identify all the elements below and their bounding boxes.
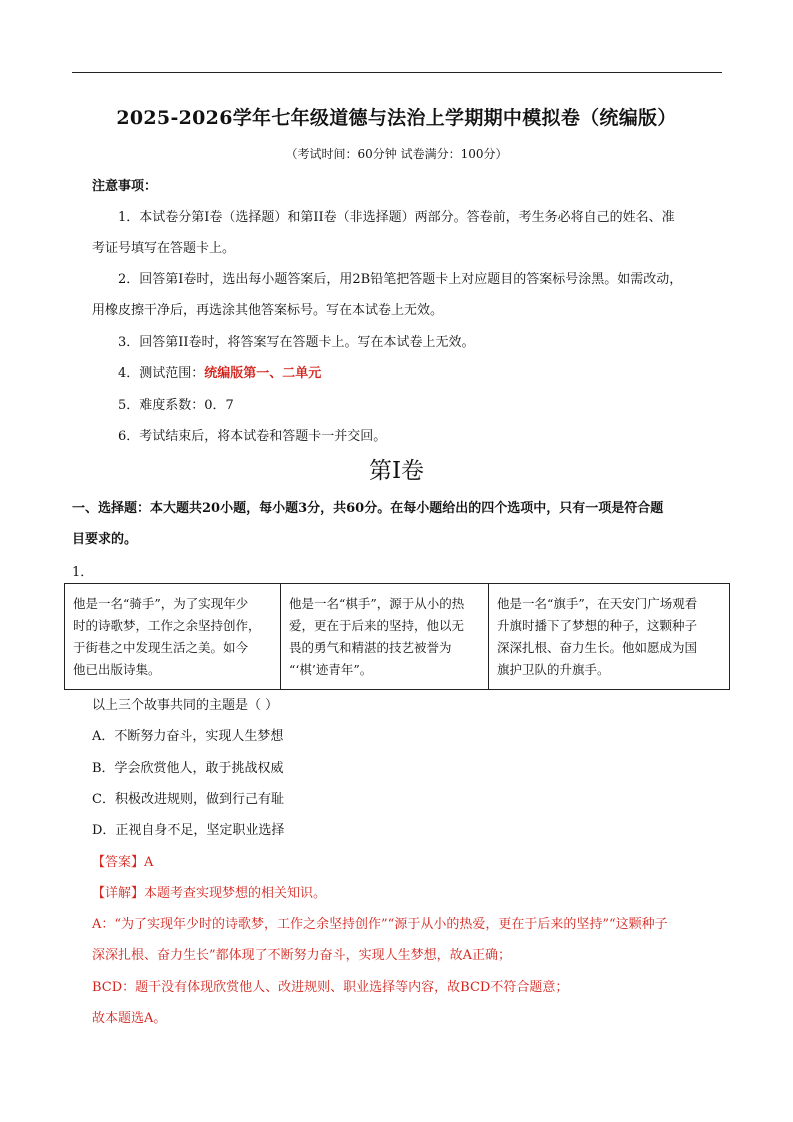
option-d: D．正视自身不足，坚定职业选择 — [92, 823, 285, 838]
story-line: 他是一名“骑手”，为了实现年少 — [73, 596, 249, 611]
option-a: A．不断努力奋斗，实现人生梦想 — [92, 729, 284, 744]
story-line: 旗护卫队的升旗手。 — [497, 662, 610, 677]
explanation-bcd: BCD：题干没有体现欣赏他人、改进规则、职业选择等内容，故BCD不符合题意； — [92, 980, 569, 995]
answer: 【答案】A — [92, 855, 154, 870]
story-cell-rider — [65, 584, 281, 690]
story-line: 他已出版诗集。 — [73, 662, 161, 677]
header-rule — [72, 72, 722, 73]
story-line: 升旗时播下了梦想的种子，这颗种子 — [497, 618, 698, 633]
explanation-a: A：“为了实现年少时的诗歌梦，工作之余坚持创作”“源于从小的热爱，更在于后来的坚持”“这颗种子 — [92, 917, 668, 932]
notice-item-2: 2．回答第I卷时，选出每小题答案后，用2B铅笔把答题卡上对应题目的答案标号涂黑。如需改动， — [118, 272, 683, 287]
question-number: 1． — [72, 565, 94, 580]
story-line: 于街巷之中发现生活之美。如今 — [73, 640, 249, 655]
section-instructions-cont: 目要求的。 — [72, 532, 138, 547]
explanation-a-cont: 深深扎根、奋力生长”都体现了不断努力奋斗，实现人生梦想，故A正确； — [92, 948, 512, 963]
scope-label: 4．测试范围： — [118, 366, 205, 381]
notice-item-1: 1．本试卷分第I卷（选择题）和第II卷（非选择题）两部分。答卷前，考生务必将自己的姓名、准 — [118, 210, 675, 225]
explanation-conclusion: 故本题选A。 — [92, 1011, 167, 1026]
section-instructions: 一、选择题：本大题共20小题，每小题3分，共60分。在每小题给出的四个选项中，只有一项是符合题 — [72, 501, 664, 516]
notice-item-4 — [118, 362, 321, 381]
option-b: B．学会欣赏他人，敢于挑战权威 — [92, 761, 284, 776]
exam-info: （考试时间：60分钟 试卷满分：100分） — [285, 147, 508, 161]
story-line: 他是一名“旗手”，在天安门广场观看 — [497, 596, 698, 611]
story-line: 他是一名“棋手”，源于从小的热 — [289, 596, 465, 611]
story-line: 畏的勇气和精湛的技艺被誉为 — [289, 640, 452, 655]
story-line: 深深扎根、奋力生长。他如愿成为国 — [497, 640, 698, 655]
table-row — [65, 584, 730, 690]
story-cell-chess — [281, 584, 489, 690]
notice-item-1-cont: 考证号填写在答题卡上。 — [92, 241, 236, 256]
story-line: 爱，更在于后来的坚持，他以无 — [289, 618, 465, 633]
option-c: C．积极改进规则，做到行己有耻 — [92, 792, 284, 807]
notice-item-6: 6．考试结束后，将本试卷和答题卡一并交回。 — [118, 429, 387, 444]
section-title: 第I卷 — [368, 458, 425, 484]
story-table — [64, 583, 730, 690]
question-stem: 以上三个故事共同的主题是（ ） — [92, 698, 279, 713]
notice-item-5: 5．难度系数：0．7 — [118, 398, 234, 413]
scope-value: 统编版第一、二单元 — [204, 366, 322, 381]
notice-heading: 注意事项： — [92, 179, 158, 194]
explanation-intro: 【详解】本题考查实现梦想的相关知识。 — [92, 886, 327, 901]
page-title: 2025-2026学年七年级道德与法治上学期期中模拟卷（统编版） — [116, 107, 677, 129]
story-line: “‘棋’迹青年”。 — [289, 662, 373, 677]
story-cell-flag — [489, 584, 730, 690]
story-line: 时的诗歌梦，工作之余坚持创作， — [73, 618, 261, 633]
notice-item-3: 3．回答第II卷时，将答案写在答题卡上。写在本试卷上无效。 — [118, 335, 475, 350]
notice-item-2-cont: 用橡皮擦干净后，再选涂其他答案标号。写在本试卷上无效。 — [92, 303, 444, 318]
